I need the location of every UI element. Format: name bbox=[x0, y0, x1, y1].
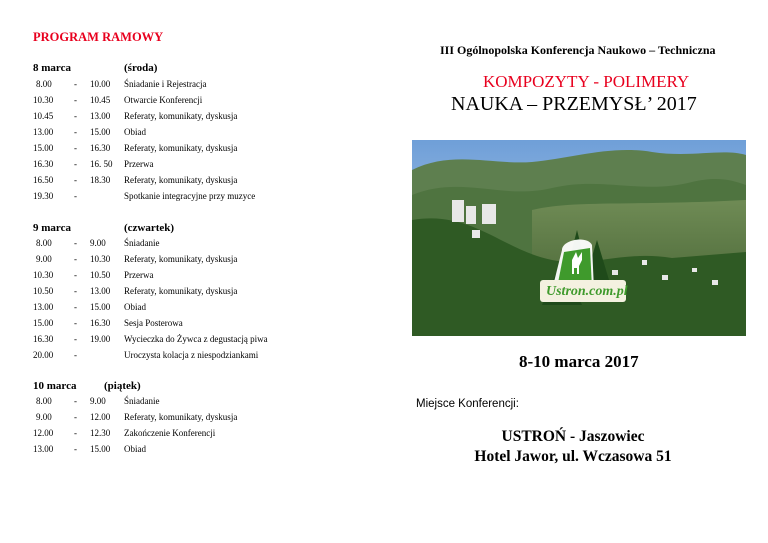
end-time: 9.00 bbox=[90, 396, 106, 406]
activity: Uroczysta kolacja z niespodziankami bbox=[124, 350, 259, 360]
schedule-row bbox=[0, 254, 320, 270]
end-time: 16.30 bbox=[90, 318, 111, 328]
time-separator: - bbox=[74, 127, 77, 137]
time-separator: - bbox=[74, 159, 77, 169]
start-time: 10.30 bbox=[33, 95, 54, 105]
end-time: 18.30 bbox=[90, 175, 111, 185]
topic-title: KOMPOZYTY - POLIMERY bbox=[483, 72, 690, 91]
activity: Otwarcie Konferencji bbox=[124, 95, 203, 105]
time-separator: - bbox=[74, 286, 77, 296]
venue-line-1: USTROŃ - Jaszowiec bbox=[501, 428, 645, 445]
activity: Przerwa bbox=[124, 159, 154, 169]
time-separator: - bbox=[74, 412, 77, 422]
end-time: 12.30 bbox=[90, 428, 111, 438]
start-time: 13.00 bbox=[33, 302, 54, 312]
schedule-row bbox=[0, 350, 320, 366]
time-separator: - bbox=[74, 143, 77, 153]
start-time: 8.00 bbox=[36, 79, 52, 89]
activity: Śniadanie i Rejestracja bbox=[124, 79, 207, 89]
venue-line-2: Hotel Jawor, ul. Wczasowa 51 bbox=[474, 448, 672, 465]
day-heading: 10 marca bbox=[33, 380, 77, 392]
time-separator: - bbox=[74, 350, 77, 360]
activity: Referaty, komunikaty, dyskusja bbox=[124, 254, 238, 264]
schedule-row bbox=[0, 191, 320, 207]
schedule-row bbox=[0, 396, 320, 412]
start-time: 8.00 bbox=[36, 396, 52, 406]
schedule-row bbox=[0, 428, 320, 444]
schedule-row bbox=[0, 334, 320, 350]
schedule-row bbox=[0, 175, 320, 191]
activity: Śniadanie bbox=[124, 396, 160, 406]
start-time: 8.00 bbox=[36, 238, 52, 248]
schedule-row bbox=[0, 444, 320, 460]
mountain-photo bbox=[412, 140, 746, 336]
time-separator: - bbox=[74, 175, 77, 185]
start-time: 13.00 bbox=[33, 127, 54, 137]
schedule-row bbox=[0, 238, 320, 254]
activity: Spotkanie integracyjne przy muzyce bbox=[124, 191, 256, 201]
end-time: 15.00 bbox=[90, 127, 111, 137]
time-separator: - bbox=[74, 111, 77, 121]
start-time: 19.30 bbox=[33, 191, 54, 201]
start-time: 16.30 bbox=[33, 159, 54, 169]
activity: Zakończenie Konferencji bbox=[124, 428, 216, 438]
end-time: 9.00 bbox=[90, 238, 106, 248]
activity: Obiad bbox=[124, 127, 146, 137]
day-weekday: (piątek) bbox=[104, 380, 141, 392]
time-separator: - bbox=[74, 444, 77, 454]
start-time: 10.50 bbox=[33, 286, 54, 296]
conference-title: III Ogólnopolska Konferencja Naukowo – Techniczna bbox=[440, 43, 716, 57]
end-time: 15.00 bbox=[90, 444, 111, 454]
end-time: 10.50 bbox=[90, 270, 111, 280]
end-time: 15.00 bbox=[90, 302, 111, 312]
schedule-row bbox=[0, 111, 320, 127]
start-time: 10.30 bbox=[33, 270, 54, 280]
schedule-row bbox=[0, 159, 320, 175]
activity: Wycieczka do Żywca z degustacją piwa bbox=[124, 334, 268, 344]
end-time: 12.00 bbox=[90, 412, 111, 422]
activity: Referaty, komunikaty, dyskusja bbox=[124, 286, 238, 296]
start-time: 16.30 bbox=[33, 334, 54, 344]
subtitle: NAUKA – PRZEMYSŁ’ 2017 bbox=[451, 93, 697, 115]
end-time: 13.00 bbox=[90, 286, 111, 296]
time-separator: - bbox=[74, 270, 77, 280]
activity: Przerwa bbox=[124, 270, 154, 280]
schedule-row bbox=[0, 412, 320, 428]
start-time: 9.00 bbox=[36, 412, 52, 422]
activity: Obiad bbox=[124, 444, 146, 454]
activity: Obiad bbox=[124, 302, 146, 312]
schedule-row bbox=[0, 318, 320, 334]
activity: Referaty, komunikaty, dyskusja bbox=[124, 175, 238, 185]
end-time: 10.30 bbox=[90, 254, 111, 264]
activity: Sesja Posterowa bbox=[124, 318, 183, 328]
time-separator: - bbox=[74, 238, 77, 248]
schedule-row bbox=[0, 95, 320, 111]
end-time: 10.45 bbox=[90, 95, 111, 105]
start-time: 16.50 bbox=[33, 175, 54, 185]
time-separator: - bbox=[74, 302, 77, 312]
time-separator: - bbox=[74, 254, 77, 264]
end-time: 16.30 bbox=[90, 143, 111, 153]
start-time: 20.00 bbox=[33, 350, 54, 360]
start-time: 15.00 bbox=[33, 318, 54, 328]
start-time: 12.00 bbox=[33, 428, 54, 438]
end-time: 16. 50 bbox=[90, 159, 113, 169]
activity: Śniadanie bbox=[124, 238, 160, 248]
schedule-row bbox=[0, 143, 320, 159]
schedule-row bbox=[0, 286, 320, 302]
activity: Referaty, komunikaty, dyskusja bbox=[124, 412, 238, 422]
program-title: PROGRAM RAMOWY bbox=[33, 30, 164, 44]
day-heading: 8 marca bbox=[33, 62, 71, 74]
day-heading: 9 marca bbox=[33, 222, 71, 234]
time-separator: - bbox=[74, 79, 77, 89]
start-time: 10.45 bbox=[33, 111, 54, 121]
start-time: 9.00 bbox=[36, 254, 52, 264]
end-time: 10.00 bbox=[90, 79, 111, 89]
time-separator: - bbox=[74, 428, 77, 438]
day-weekday: (czwartek) bbox=[124, 222, 175, 234]
end-time: 19.00 bbox=[90, 334, 111, 344]
start-time: 13.00 bbox=[33, 444, 54, 454]
logo-text: Ustron.com.pl bbox=[546, 284, 628, 299]
end-time: 13.00 bbox=[90, 111, 111, 121]
schedule-row bbox=[0, 127, 320, 143]
time-separator: - bbox=[74, 334, 77, 344]
activity: Referaty, komunikaty, dyskusja bbox=[124, 143, 238, 153]
venue-label: Miejsce Konferencji: bbox=[416, 398, 519, 410]
time-separator: - bbox=[74, 396, 77, 406]
time-separator: - bbox=[74, 318, 77, 328]
start-time: 15.00 bbox=[33, 143, 54, 153]
schedule-row bbox=[0, 302, 320, 318]
time-separator: - bbox=[74, 95, 77, 105]
time-separator: - bbox=[74, 191, 77, 201]
conference-dates: 8-10 marca 2017 bbox=[519, 352, 639, 371]
activity: Referaty, komunikaty, dyskusja bbox=[124, 111, 238, 121]
day-weekday: (środa) bbox=[124, 62, 158, 74]
schedule-row bbox=[0, 270, 320, 286]
schedule-row bbox=[0, 79, 320, 95]
